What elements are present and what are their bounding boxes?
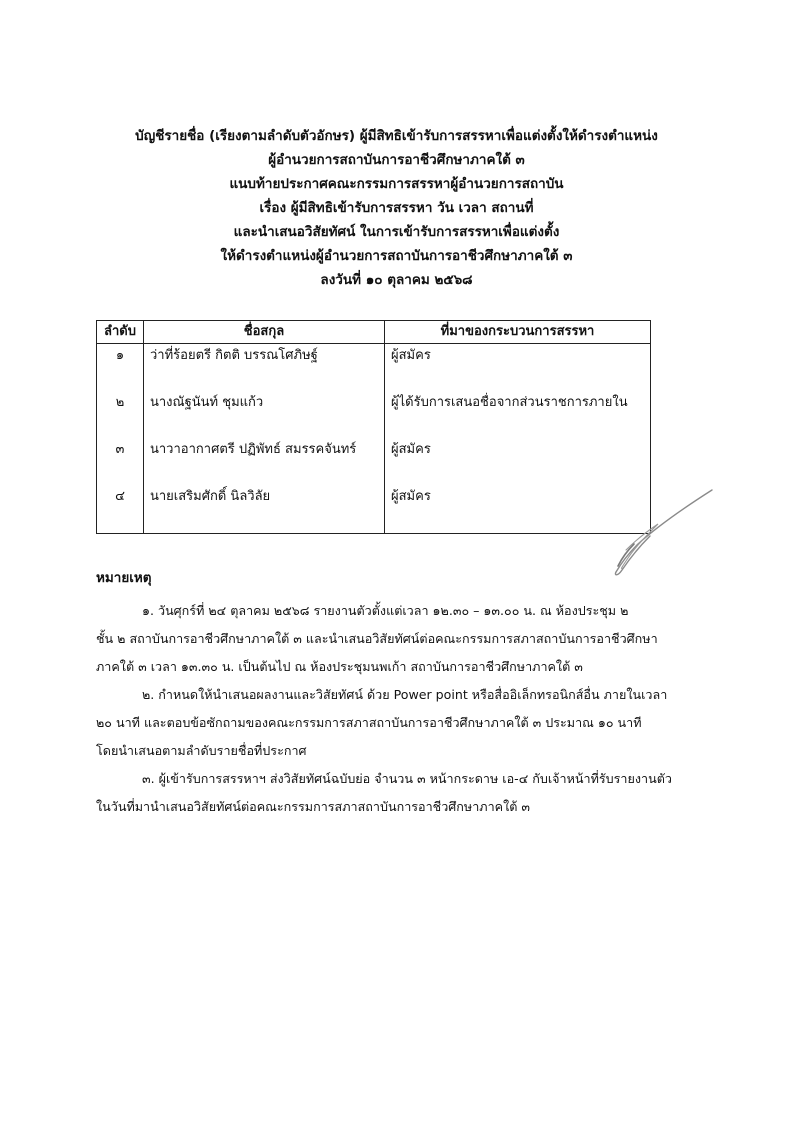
remark-line: โดยนำเสนอตามลำดับรายชื่อที่ประกาศ [96,743,307,758]
table-row [97,485,651,534]
remark-line: ๓. ผู้เข้ารับการสรรหาฯ ส่งวิสัยทัศน์ฉบับย่อ จำนวน ๓ หน้ากระดาษ เอ-๔ กับเจ้าหน้าที่รับรายงานตัว [142,771,672,786]
heading-line-7: ลงวันที่ ๑๐ ตุลาคม ๒๕๖๘ [320,272,473,288]
table-row [97,344,651,392]
cell-order: ๓ [97,438,144,485]
remark-line: ในวันที่มานำเสนอวิสัยทัศน์ต่อคณะกรรมการสภาสถาบันการอาชีวศึกษาภาคใต้ ๓ [96,799,531,814]
cell-name: นาวาอากาศตรี ปฏิพัทธ์ สมรรคจันทร์ [144,438,385,485]
cell-order: ๔ [97,485,144,534]
cell-source: ผู้สมัคร [385,485,651,534]
table-row [97,438,651,485]
cell-order: ๒ [97,391,144,438]
cell-name: นางณัฐนันท์ ชุมแก้ว [144,391,385,438]
heading-line-1: บัญชีรายชื่อ (เรียงตามลำดับตัวอักษร) ผู้มีสิทธิเข้ารับการสรรหาเพื่อแต่งตั้งให้ดำรงตำแหน่ง [135,128,658,144]
cell-order: ๑ [97,344,144,392]
remark-line: ๒๐ นาที และตอบข้อซักถามของคณะกรรมการสภาสถาบันการอาชีวศึกษาภาคใต้ ๓ ประมาณ ๑๐ นาที [96,715,642,730]
table-row [97,391,651,438]
document-heading [60,124,733,292]
header-order: ลำดับ [97,321,144,344]
remark-line: ๒. กำหนดให้นำเสนอผลงานและวิสัยทัศน์ ด้วย Power point หรือสื่ออิเล็กทรอนิกส์อื่น ภายในเวลา [142,687,668,702]
remark-line: ชั้น ๒ สถาบันการอาชีวศึกษาภาคใต้ ๓ และนำเสนอวิสัยทัศน์ต่อคณะกรรมการสภาสถาบันการอาชีวศึกษา [96,631,658,646]
heading-line-5: และนำเสนอวิสัยทัศน์ ในการเข้ารับการสรรหาเพื่อแต่งตั้ง [233,224,560,240]
candidate-table [96,320,651,534]
remark-line: ๑. วันศุกร์ที่ ๒๔ ตุลาคม ๒๕๖๘ รายงานตัวตั้งแต่เวลา ๑๒.๓๐ – ๑๓.๐๐ น. ณ ห้องประชุม ๒ [142,603,629,618]
cell-source: ผู้ได้รับการเสนอชื่อจากส่วนราชการภายใน [385,391,651,438]
heading-line-2: ผู้อำนวยการสถาบันการอาชีวศึกษาภาคใต้ ๓ [268,152,525,168]
signature-scribble [600,484,720,584]
cell-source: ผู้สมัคร [385,344,651,392]
header-name: ชื่อสกุล [144,321,385,344]
cell-name: นายเสริมศักดิ์ นิลวิลัย [144,485,385,534]
remarks-body [96,597,702,821]
cell-source: ผู้สมัคร [385,438,651,485]
heading-line-3: แนบท้ายประกาศคณะกรรมการสรรหาผู้อำนวยการสถาบัน [229,176,564,192]
header-source: ที่มาของกระบวนการสรรหา [385,321,651,344]
remarks-title: หมายเหตุ [96,570,152,586]
remark-line: ภาคใต้ ๓ เวลา ๑๓.๓๐ น. เป็นต้นไป ณ ห้องประชุมนพเก้า สถาบันการอาชีวศึกษาภาคใต้ ๓ [96,659,583,674]
heading-line-4: เรื่อง ผู้มีสิทธิเข้ารับการสรรหา วัน เวลา สถานที่ [259,200,534,216]
cell-name: ว่าที่ร้อยตรี กิตติ บรรณโศภิษฐ์ [144,344,385,392]
heading-line-6: ให้ดำรงตำแหน่งผู้อำนวยการสถาบันการอาชีวศึกษาภาคใต้ ๓ [220,248,573,264]
table-header-row [97,321,651,344]
